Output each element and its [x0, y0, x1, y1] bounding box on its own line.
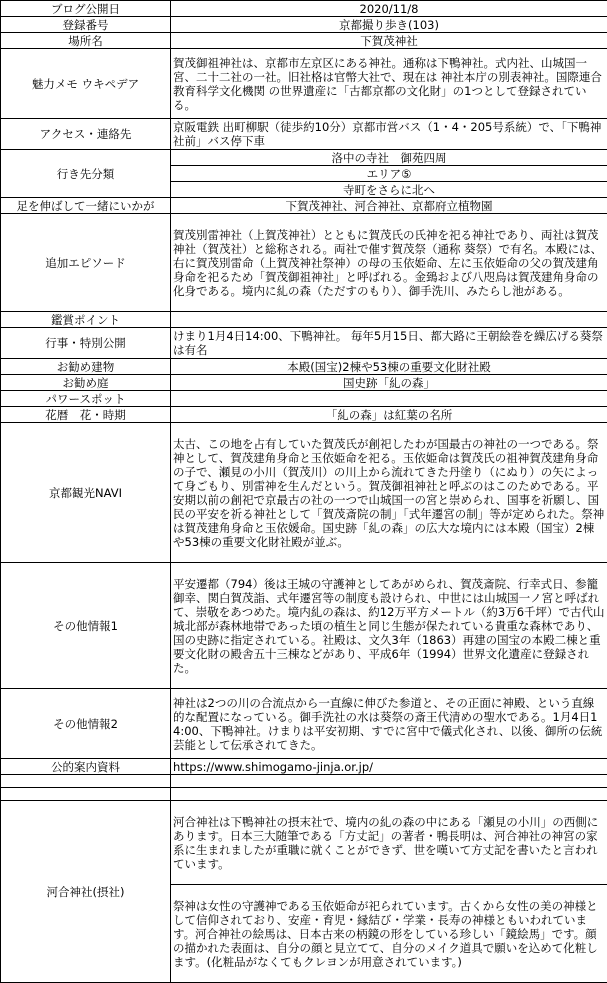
label-flower: 花暦 花・時期	[1, 407, 171, 423]
label-building: お勧め建物	[1, 359, 171, 375]
label-charm: 魅力メモ ウキペデア	[1, 49, 171, 119]
label-place: 場所名	[1, 33, 171, 49]
label-episode: 追加エピソード	[1, 214, 171, 312]
value-navi: 太古、この地を占有していた賀茂氏が創祀したわが国最古の神社の一つである。祭神として、賀茂建角身命と玉依姫命を祀る。玉依姫命は賀茂氏の祖神賀茂建角身命の子で、瀬見の小川（賀茂川）の川上から流れてきた丹塗り（にぬり）の矢によって身ごもり、別雷神を生んだという。賀茂御祖神社と呼ぶのはこのためである。平安期以前の創祀で京最古の社の一つで山城国一の宮と崇められ、国事を祈願し、国民の平安を祈る神社として「賀茂斎院の制」「式年遷宮の制」等が定められた。祭神は賀茂建角身命と玉依媛命。国史跡「糺の森」の広大な境内には本殿（国宝）2棟や53棟の重要文化財社殿が並ぶ。	[171, 423, 607, 563]
row-access	[1, 119, 607, 150]
value-nearby: 下賀茂神社、河合神社、京都府立植物園	[171, 198, 607, 214]
row-reg-no	[1, 17, 607, 33]
value-garden: 国史跡「糺の森」	[171, 375, 607, 391]
label-power: パワースポット	[1, 391, 171, 407]
row-power	[1, 391, 607, 407]
value-other2: 神社は2つの川の合流点から一直線に伸びた参道と、その正面に神殿、という直線的な配置になっている。御手洗社の水は葵祭の斎王代清めの聖水である。1月4日14:00、下鴨神社。けまりは平安初期、すでに宮中で儀式化され、以後、御所の伝統芸能として伝承されてきた。	[171, 689, 607, 759]
row-other1	[1, 563, 607, 689]
value-destination-1: 洛中の寺社 御苑四周	[171, 150, 607, 166]
label-nearby: 足を伸ばして一緒にいかが	[1, 198, 171, 214]
value-points	[171, 312, 607, 328]
value-kawai-1: 河合神社は下鴨神社の摂末社で、境内の糺の森の中にある「瀬見の小川」の西側にあります。日本三大随筆である「方丈記」の著者・鴨長明は、河合神社の神宮の家系に生まれましたが重職に就くことができず、世を嘆いて方丈記を書いたと言われています。	[171, 801, 607, 885]
value-other1: 平安遷都（794）後は王城の守護神としてあがめられ、賀茂斎院、行幸式日、参籠御幸、関白賀茂詣、式年遷宮等の制度も設けられ、中世には山城国一ノ宮と呼ばれて、崇敬をあつめた。境内糺の森は、約12万平方メートル（約3万6千坪）で古代山城北部が森林地帯であった頃の植生と同じ生態が保たれている貴重な森林であり、国の史跡に指定されている。社殿は、文久3年（1863）再建の国宝の本殿二棟と重要文化財の殿舎五十三棟などがあり、平成6年（1994）世界文化遺産に登録された。	[171, 563, 607, 689]
row-navi	[1, 423, 607, 563]
value-place: 下賀茂神社	[171, 33, 607, 49]
row-flower	[1, 407, 607, 423]
row-building	[1, 359, 607, 375]
row-destination-1	[1, 150, 607, 166]
official-link[interactable]: https://www.shimogamo-jinja.or.jp/	[173, 760, 373, 774]
label-other1: その他情報1	[1, 563, 171, 689]
row-empty-1	[1, 775, 607, 788]
value-flower: 「糺の森」は紅葉の名所	[171, 407, 607, 423]
row-empty-2	[1, 788, 607, 801]
row-events	[1, 328, 607, 359]
official-link-cell	[171, 759, 607, 775]
label-events: 行事・特別公開	[1, 328, 171, 359]
value-events: けまり1月4日14:00、下鴨神社。 毎年5月15日、都大路に王朝絵巻を繰広げる葵祭は有名	[171, 328, 607, 359]
empty-cell	[171, 775, 607, 788]
label-kawai: 河合神社(摂社)	[1, 801, 171, 983]
row-episode	[1, 214, 607, 312]
label-publish-date: ブログ公開日	[1, 1, 171, 17]
label-access: アクセス・連絡先	[1, 119, 171, 150]
label-official: 公的案内資料	[1, 759, 171, 775]
row-official	[1, 759, 607, 775]
label-destination: 行き先分類	[1, 150, 171, 198]
row-charm	[1, 49, 607, 119]
value-building: 本殿(国宝)2棟や53棟の重要文化財社殿	[171, 359, 607, 375]
empty-cell	[1, 788, 171, 801]
value-destination-3: 寺町をさらに北へ	[171, 182, 607, 198]
empty-cell	[1, 775, 171, 788]
label-reg-no: 登録番号	[1, 17, 171, 33]
value-charm: 賀茂御祖神社は、京都市左京区にある神社。通称は下鴨神社。式内社、山城国一宮、二十二社の一社。旧社格は官幣大社で、現在は 神社本庁の別表神社。国際連合教育科学文化機関 の世界遺産に「古都京都の文化財」の1つとして登録されている。	[171, 49, 607, 119]
row-nearby	[1, 198, 607, 214]
label-navi: 京都観光NAVI	[1, 423, 171, 563]
value-destination-2: エリア⑤	[171, 166, 607, 182]
label-points: 鑑賞ポイント	[1, 312, 171, 328]
value-access: 京阪電鉄 出町柳駅（徒歩約10分）京都市営バス（1・4・205号系統）で、「下鴨神社前」バス停下車	[171, 119, 607, 150]
row-kawai-1	[1, 801, 607, 885]
row-place	[1, 33, 607, 49]
value-power	[171, 391, 607, 407]
label-garden: お勧め庭	[1, 375, 171, 391]
value-episode: 賀茂別雷神社（上賀茂神社）とともに賀茂氏の氏神を祀る神社であり、両社は賀茂神社（賀茂社）と総称される。両社で催す賀茂祭（通称 葵祭）で有名。本殿には、右に賀茂別雷命（上賀茂神社祭神）の母の玉依姫命、左に玉依姫命の父の賀茂建角身命を祀るため「賀茂御祖神社」と呼ばれる。金鵄および八咫烏は賀茂建角身命の化身である。境内に糺の森（ただすのもり）、御手洗川、みたらし池がある。	[171, 214, 607, 312]
value-kawai-2: 祭神は女性の守護神である玉依姫命が祀られています。古くから女性の美の神様として信仰されており、安産・育児・縁結び・学業・長寿の神様ともいわれています。河合神社の絵馬は、日本古来の柄鏡の形をしている珍しい「鏡絵馬」です。顔の描かれた表面は、自分の顔と見立てて、自分のメイク道具で願いを込めて化粧します。(化粧品がなくてもクレヨンが用意されています。)	[171, 885, 607, 983]
row-publish-date	[1, 1, 607, 17]
row-other2	[1, 689, 607, 759]
row-points	[1, 312, 607, 328]
label-other2: その他情報2	[1, 689, 171, 759]
row-garden	[1, 375, 607, 391]
value-reg-no: 京都撮り歩き(103)	[171, 17, 607, 33]
value-publish-date: 2020/11/8	[171, 1, 607, 17]
empty-cell	[171, 788, 607, 801]
